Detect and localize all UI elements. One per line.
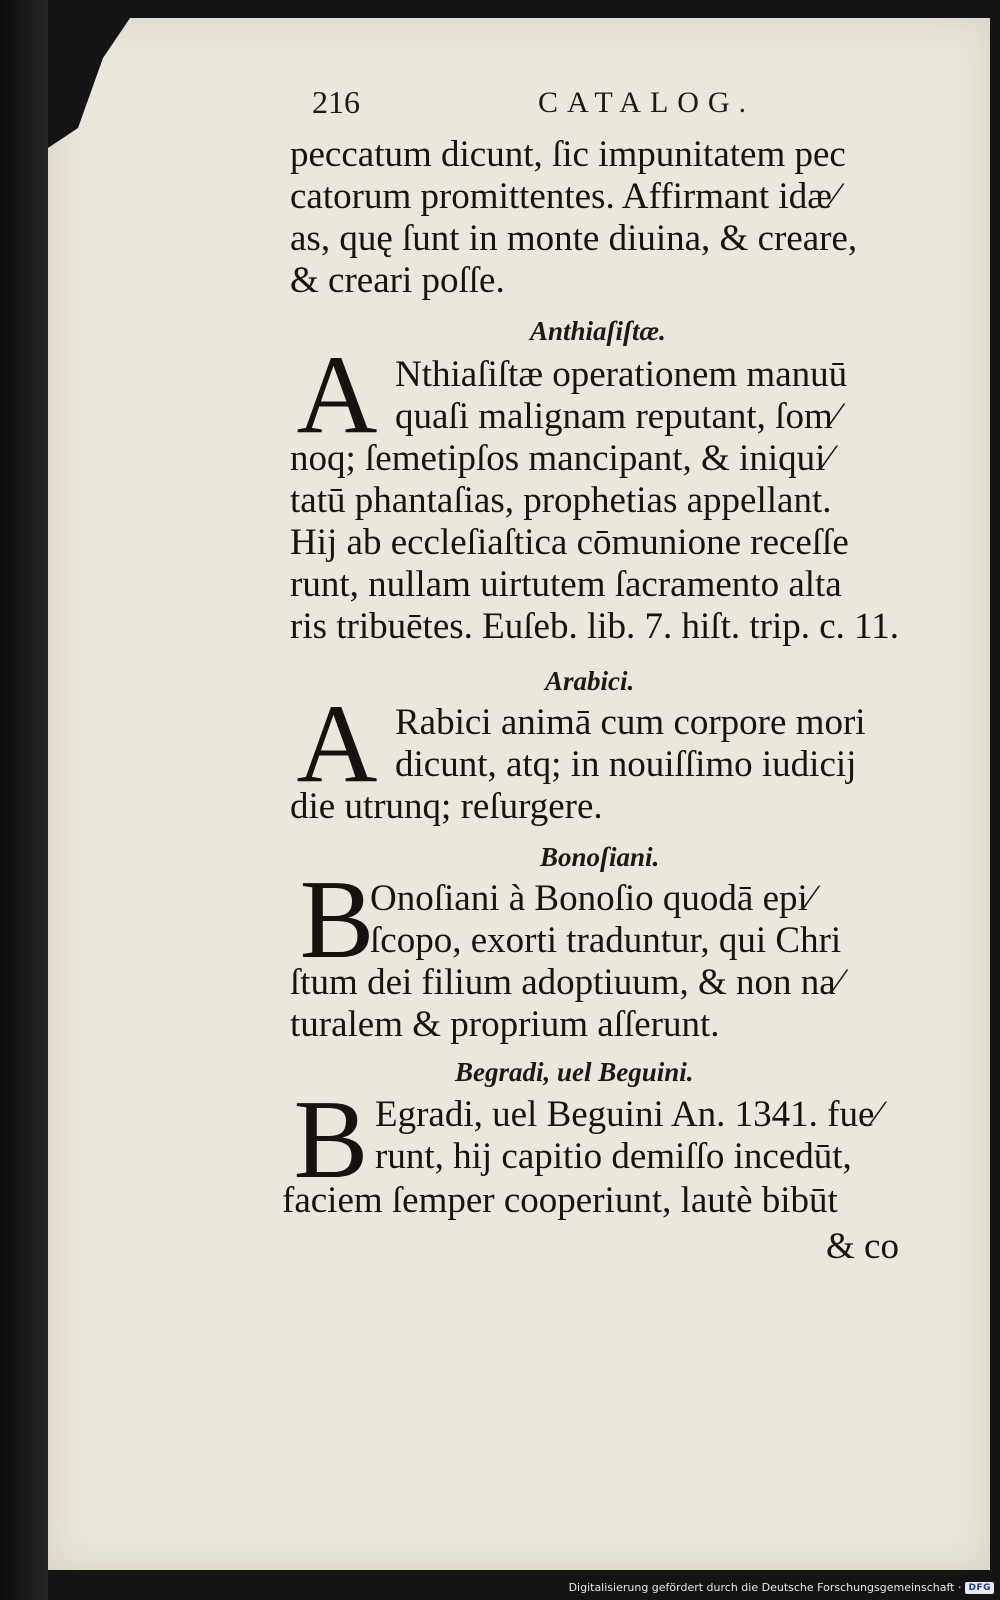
text-line: Onoſiani à Bonoſio quodā epi⁄ <box>370 878 814 919</box>
entry-text-block <box>290 438 899 648</box>
text-line: Nthiaſiſtæ operationem manuū <box>395 354 848 395</box>
text-line: as, quę ſunt in monte diuina, & creare, <box>290 218 858 259</box>
section-heading-anthiasistae: Anthiaſiſtæ. <box>530 316 666 346</box>
intro-text-block <box>290 134 857 302</box>
entry-text-indented <box>370 878 841 962</box>
entry-text-block <box>290 786 603 828</box>
text-line: die utrunq; reſurgere. <box>290 786 603 827</box>
text-line: ris tribuētes. Euſeb. lib. 7. hiſt. trip. c. 11. <box>290 606 900 647</box>
section-heading-begradi: Begradi, uel Beguini. <box>455 1057 694 1087</box>
text-line: peccatum dicunt, ſic impunitatem pec <box>290 134 846 175</box>
text-line: tatū phantaſias, prophetias appellant. <box>290 480 832 521</box>
dfg-logo-icon: DFG <box>965 1582 994 1594</box>
section-heading-arabici: Arabici. <box>545 666 635 696</box>
folio-number: 216 <box>312 84 360 120</box>
page-header <box>290 84 910 134</box>
text-line: noq; ſemetipſos mancipant, & iniqui⁄ <box>290 438 832 479</box>
catchword: & co <box>826 1226 899 1267</box>
entry-text-block <box>282 1180 838 1222</box>
book-gutter <box>0 0 48 1600</box>
section-heading-bonosiani: Bonoſiani. <box>540 842 660 872</box>
drop-cap-initial: A <box>296 682 378 806</box>
text-line: runt, hij capitio demiſſo incedūt, <box>375 1136 852 1177</box>
text-line: Egradi, uel Beguini An. 1341. fue⁄ <box>375 1094 881 1135</box>
entry-text-indented <box>395 354 847 438</box>
drop-cap-initial: B <box>293 1078 369 1202</box>
text-line: catorum promittentes. Affirmant idæ⁄ <box>290 176 839 217</box>
drop-cap-initial: A <box>296 333 378 457</box>
running-head: CATALOG. <box>538 86 756 119</box>
entry-text-indented <box>375 1094 881 1178</box>
text-line: Rabici animā cum corpore mori <box>395 702 866 743</box>
text-line: & creari poſſe. <box>290 260 505 301</box>
text-line: quaſi malignam reputant, ſom⁄ <box>395 396 839 437</box>
entry-text-indented <box>395 702 866 786</box>
credit-text: Digitalisierung gefördert durch die Deutsche Forschungsgemeinschaft · <box>568 1581 962 1594</box>
text-line: dicunt, atq; in nouiſſimo iudicij <box>395 744 857 785</box>
digitization-credit <box>569 1581 994 1594</box>
text-line: ſtum dei filium adoptiuum, & non na⁄ <box>290 962 842 1003</box>
text-line: faciem ſemper cooperiunt, lautè bibūt <box>282 1180 838 1221</box>
text-line: turalem & proprium aſſerunt. <box>290 1004 720 1045</box>
text-line: runt, nullam uirtutem ſacramento alta <box>290 564 842 605</box>
drop-cap-initial: B <box>299 858 375 982</box>
text-line: ſcopo, exorti traduntur, qui Chri <box>370 920 842 961</box>
text-line: Hij ab eccleſiaſtica cōmunione receſſe <box>290 522 849 563</box>
entry-text-block <box>290 962 842 1046</box>
